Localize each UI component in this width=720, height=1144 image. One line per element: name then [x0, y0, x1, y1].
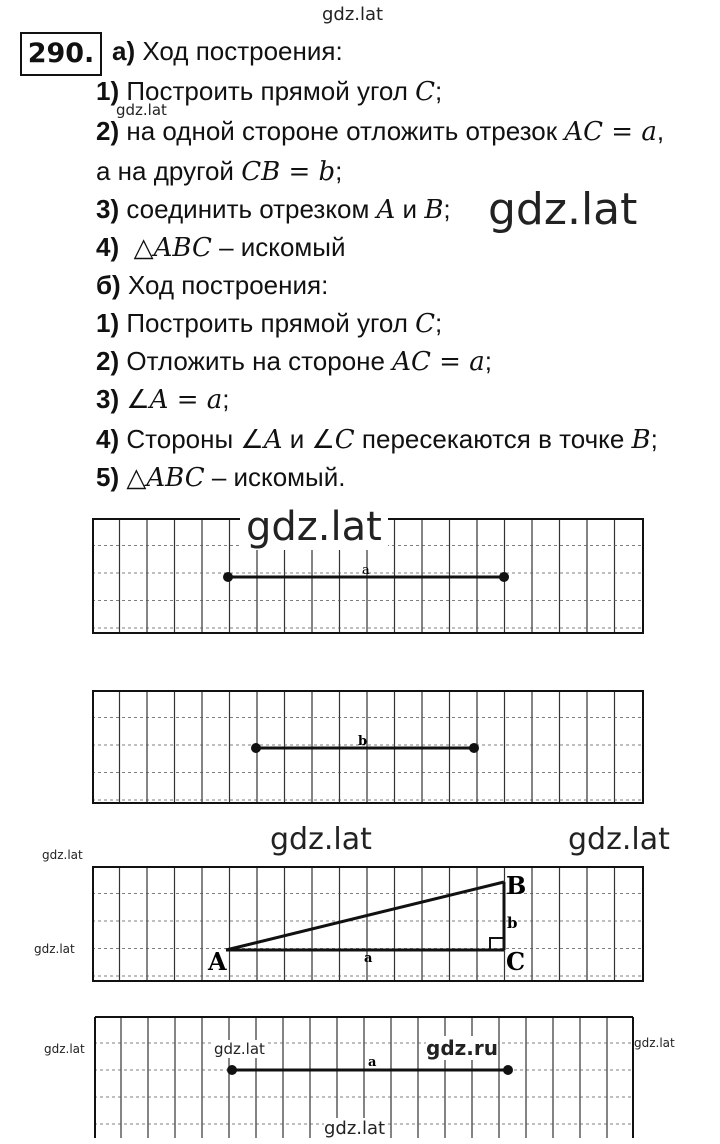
- grid-triangle: [92, 866, 644, 982]
- vertex-b-label: B: [506, 871, 527, 900]
- segment-b-label: b: [358, 734, 368, 749]
- segment-b-start-point: [251, 743, 261, 753]
- vertex-c-label: C: [506, 947, 526, 976]
- part-b-step-3: 3) ∠A = a;: [96, 384, 230, 415]
- watermark-grid1: gdz.lat: [240, 504, 388, 550]
- part-a-step-1: 1) Построить прямой угол C;: [96, 76, 443, 107]
- grid-segment-b: [92, 690, 644, 804]
- watermark-big: gdz.lat: [488, 184, 638, 235]
- watermark-small: gdz.lat: [116, 101, 167, 119]
- triangle-side-ab: [226, 882, 504, 950]
- watermark-mid-right: gdz.lat: [568, 822, 670, 857]
- problem-number: 290.: [20, 32, 102, 76]
- segment-a-label: a: [362, 563, 370, 578]
- watermark-top: gdz.lat: [322, 4, 384, 25]
- segment-b-end-point: [469, 743, 479, 753]
- part-a-heading: а) Ход построения:: [112, 36, 343, 66]
- part-a-step-4: 4) △ABC – искомый: [96, 232, 346, 263]
- part-b-heading: б) Ход построения:: [96, 270, 329, 300]
- segment-a-repeat-end-point: [503, 1065, 513, 1075]
- part-a-step-3: 3) соединить отрезком A и B;: [96, 194, 451, 225]
- triangle-side-a-label: a: [364, 951, 373, 966]
- part-b-step-1: 1) Построить прямой угол C;: [96, 308, 443, 339]
- watermark-side-top: gdz.lat: [42, 848, 83, 862]
- part-a-step-2: 2) на одной стороне отложить отрезок AC = a,: [96, 116, 665, 147]
- watermark-grid4-left: gdz.lat: [44, 1042, 85, 1056]
- vertex-a-label: A: [208, 947, 227, 976]
- watermark-mid-left: gdz.lat: [270, 822, 372, 857]
- watermark-bottom: gdz.lat: [324, 1118, 386, 1139]
- triangle-side-b-label: b: [507, 914, 518, 932]
- part-b-step-2: 2) Отложить на стороне AC = a;: [96, 346, 492, 377]
- watermark-side-mid: gdz.lat: [34, 942, 75, 956]
- part-b-step-4: 4) Стороны ∠A и ∠C пересекаются в точке B;: [96, 424, 658, 455]
- watermark-grid4-inside: gdz.lat: [214, 1040, 265, 1058]
- segment-a-repeat-label: a: [368, 1055, 377, 1070]
- segment-a-end-point: [499, 572, 509, 582]
- segment-a-start-point: [223, 572, 233, 582]
- watermark-grid4-right: gdz.lat: [634, 1036, 675, 1050]
- watermark-grid4-ru: gdz.ru: [426, 1036, 498, 1060]
- part-a-step-2-cont: а на другой CB = b;: [96, 156, 343, 187]
- segment-a-repeat-start-point: [227, 1065, 237, 1075]
- part-b-step-5: 5) △ABC – искомый.: [96, 462, 346, 493]
